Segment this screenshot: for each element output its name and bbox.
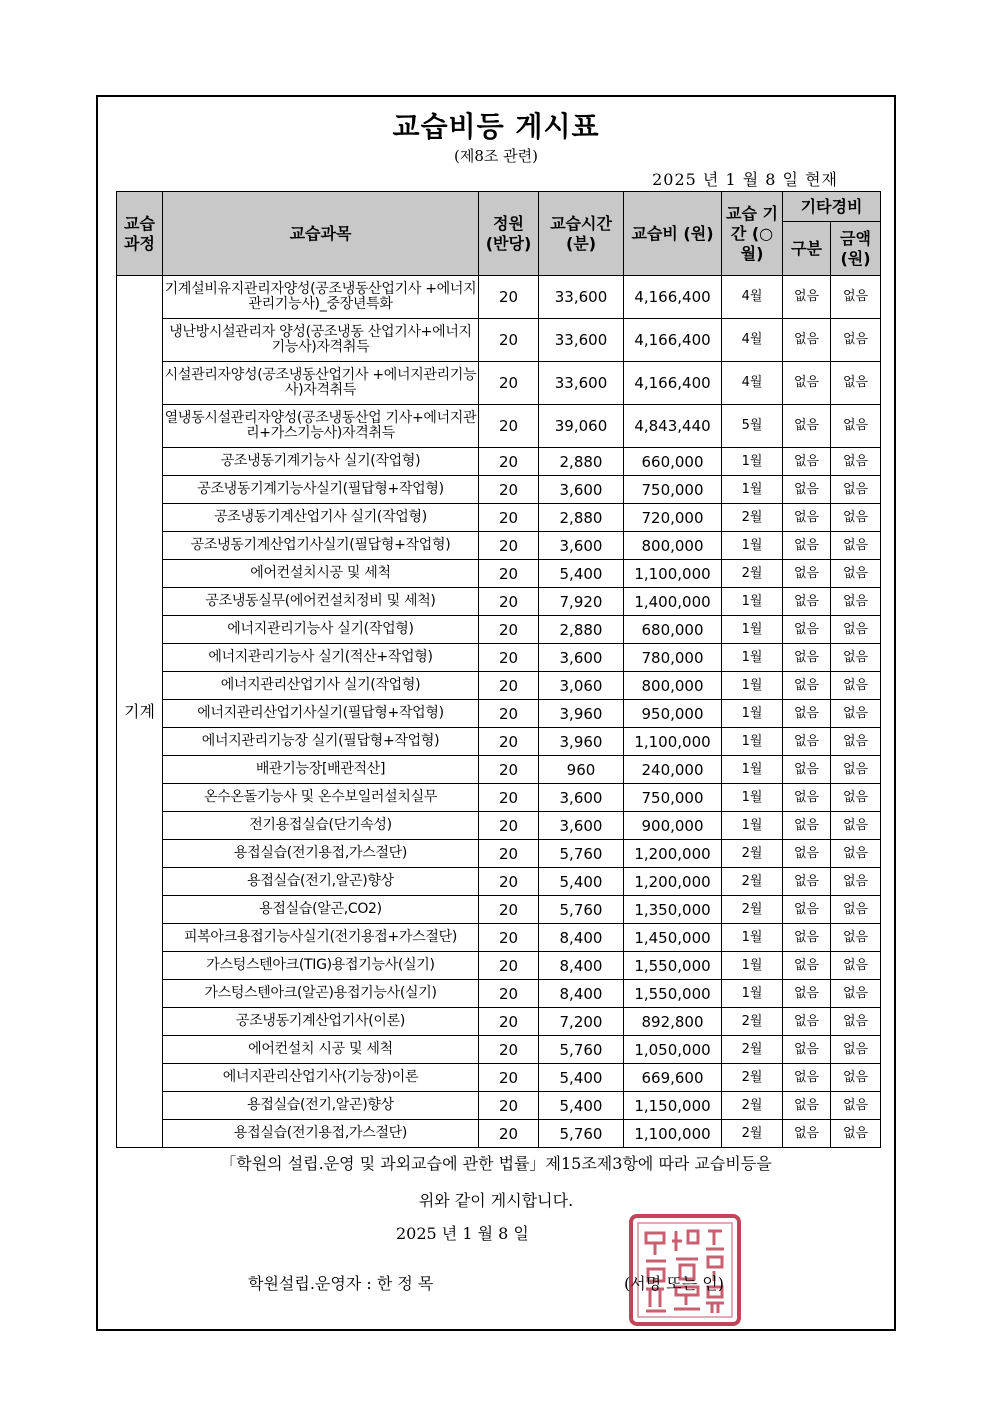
- cell-period: 2월: [722, 1064, 783, 1092]
- cell-type: 없음: [783, 700, 831, 728]
- cell-hours: 3,600: [539, 532, 624, 560]
- cell-type: 없음: [783, 756, 831, 784]
- cell-hours: 2,880: [539, 504, 624, 532]
- cell-period: 2월: [722, 840, 783, 868]
- cell-period: 2월: [722, 868, 783, 896]
- table-row: [117, 840, 881, 868]
- header-fee: 교습비 (원): [624, 192, 722, 276]
- cell-hours: 5,760: [539, 840, 624, 868]
- legal-notice-line2: 위와 같이 게시합니다.: [418, 1191, 574, 1210]
- cell-period: 1월: [722, 588, 783, 616]
- cell-type: 없음: [783, 812, 831, 840]
- cell-hours: 3,960: [539, 728, 624, 756]
- cell-type: 없음: [783, 405, 831, 448]
- table-row: [117, 812, 881, 840]
- cell-course: 가스텅스텐아크(알곤)용접기능사(실기): [163, 980, 479, 1008]
- cell-fee: 1,200,000: [624, 868, 722, 896]
- cell-hours: 5,400: [539, 1092, 624, 1120]
- cell-period: 1월: [722, 784, 783, 812]
- table-row: [117, 644, 881, 672]
- table-row: [117, 532, 881, 560]
- table-row: [117, 700, 881, 728]
- table-row: [117, 476, 881, 504]
- cell-period: 1월: [722, 756, 783, 784]
- header-category: 교습 과정: [117, 192, 163, 276]
- cell-course: 용접실습(알곤,CO2): [163, 896, 479, 924]
- cell-amount: 없음: [831, 588, 881, 616]
- table-row: [117, 405, 881, 448]
- cell-fee: 1,050,000: [624, 1036, 722, 1064]
- cell-capacity: 20: [479, 784, 539, 812]
- table-row: [117, 588, 881, 616]
- cell-type: 없음: [783, 840, 831, 868]
- cell-capacity: 20: [479, 980, 539, 1008]
- table-row: [117, 924, 881, 952]
- cell-amount: 없음: [831, 319, 881, 362]
- cell-period: 4월: [722, 276, 783, 319]
- cell-capacity: 20: [479, 476, 539, 504]
- table-row: [117, 276, 881, 319]
- cell-type: 없음: [783, 588, 831, 616]
- cell-fee: 1,350,000: [624, 896, 722, 924]
- cell-fee: 800,000: [624, 532, 722, 560]
- cell-period: 2월: [722, 1036, 783, 1064]
- official-seal-stamp: [628, 1213, 742, 1327]
- cell-fee: 4,843,440: [624, 405, 722, 448]
- cell-amount: 없음: [831, 476, 881, 504]
- cell-hours: 33,600: [539, 362, 624, 405]
- cell-fee: 780,000: [624, 644, 722, 672]
- header-other-type: 구분: [783, 222, 831, 276]
- table-row: [117, 756, 881, 784]
- cell-course: 용접실습(전기용접,가스절단): [163, 1120, 479, 1148]
- table-row: [117, 560, 881, 588]
- cell-capacity: 20: [479, 1008, 539, 1036]
- cell-fee: 720,000: [624, 504, 722, 532]
- cell-course: 용접실습(전기,알곤)향상: [163, 1092, 479, 1120]
- cell-type: 없음: [783, 924, 831, 952]
- cell-fee: 680,000: [624, 616, 722, 644]
- cell-amount: 없음: [831, 924, 881, 952]
- table-row: [117, 1092, 881, 1120]
- cell-amount: 없음: [831, 952, 881, 980]
- table-row: [117, 952, 881, 980]
- cell-hours: 3,600: [539, 784, 624, 812]
- cell-fee: 1,400,000: [624, 588, 722, 616]
- cell-hours: 5,400: [539, 560, 624, 588]
- cell-type: 없음: [783, 728, 831, 756]
- cell-type: 없음: [783, 1064, 831, 1092]
- cell-hours: 3,600: [539, 644, 624, 672]
- cell-course: 기계설비유지관리자양성(공조냉동산업기사 +에너지관리기능사)_중장년특화: [163, 276, 479, 319]
- cell-capacity: 20: [479, 840, 539, 868]
- cell-fee: 1,100,000: [624, 728, 722, 756]
- cell-fee: 660,000: [624, 448, 722, 476]
- cell-amount: 없음: [831, 1064, 881, 1092]
- cell-period: 1월: [722, 728, 783, 756]
- cell-capacity: 20: [479, 448, 539, 476]
- cell-amount: 없음: [831, 700, 881, 728]
- cell-capacity: 20: [479, 560, 539, 588]
- cell-hours: 7,200: [539, 1008, 624, 1036]
- table-row: [117, 784, 881, 812]
- cell-capacity: 20: [479, 405, 539, 448]
- header-other-expenses: 기타경비: [783, 192, 881, 222]
- header-hours: 교습시간 (분): [539, 192, 624, 276]
- cell-period: 1월: [722, 672, 783, 700]
- cell-course: 에너지관리기능사 실기(적산+작업형): [163, 644, 479, 672]
- cell-hours: 3,600: [539, 476, 624, 504]
- cell-hours: 8,400: [539, 980, 624, 1008]
- cell-amount: 없음: [831, 644, 881, 672]
- cell-capacity: 20: [479, 728, 539, 756]
- table-row: [117, 980, 881, 1008]
- category-cell: 기계: [117, 276, 163, 1148]
- cell-period: 1월: [722, 700, 783, 728]
- cell-type: 없음: [783, 1008, 831, 1036]
- cell-type: 없음: [783, 868, 831, 896]
- cell-course: 용접실습(전기용접,가스절단): [163, 840, 479, 868]
- cell-capacity: 20: [479, 276, 539, 319]
- cell-hours: 33,600: [539, 276, 624, 319]
- cell-hours: 3,060: [539, 672, 624, 700]
- cell-course: 에너지관리기능사 실기(작업형): [163, 616, 479, 644]
- cell-fee: 950,000: [624, 700, 722, 728]
- cell-period: 1월: [722, 952, 783, 980]
- cell-course: 배관기능장[배관적산]: [163, 756, 479, 784]
- cell-type: 없음: [783, 560, 831, 588]
- cell-type: 없음: [783, 1036, 831, 1064]
- cell-capacity: 20: [479, 1064, 539, 1092]
- cell-type: 없음: [783, 644, 831, 672]
- cell-fee: 800,000: [624, 672, 722, 700]
- cell-type: 없음: [783, 1092, 831, 1120]
- cell-hours: 8,400: [539, 924, 624, 952]
- operator-name: 학원설립.운영자 : 한 정 목: [248, 1274, 434, 1293]
- cell-period: 4월: [722, 362, 783, 405]
- cell-fee: 892,800: [624, 1008, 722, 1036]
- cell-capacity: 20: [479, 1036, 539, 1064]
- cell-period: 1월: [722, 448, 783, 476]
- cell-course: 시설관리자양성(공조냉동산업기사 +에너지관리기능사)자격취득: [163, 362, 479, 405]
- cell-hours: 5,760: [539, 1036, 624, 1064]
- cell-hours: 5,400: [539, 1064, 624, 1092]
- cell-amount: 없음: [831, 868, 881, 896]
- cell-course: 에너지관리산업기사실기(필답형+작업형): [163, 700, 479, 728]
- cell-type: 없음: [783, 784, 831, 812]
- cell-amount: 없음: [831, 532, 881, 560]
- cell-fee: 1,150,000: [624, 1092, 722, 1120]
- signature-placeholder: (서명 또는 인): [624, 1274, 724, 1293]
- legal-notice-line1: 「학원의 설립.운영 및 과외교습에 관한 법률」제15조제3항에 따라 교습비등을: [220, 1154, 772, 1173]
- table-row: [117, 1036, 881, 1064]
- cell-capacity: 20: [479, 504, 539, 532]
- cell-capacity: 20: [479, 1092, 539, 1120]
- cell-hours: 7,920: [539, 588, 624, 616]
- cell-period: 5월: [722, 405, 783, 448]
- cell-capacity: 20: [479, 952, 539, 980]
- cell-capacity: 20: [479, 896, 539, 924]
- cell-amount: 없음: [831, 756, 881, 784]
- cell-type: 없음: [783, 276, 831, 319]
- cell-type: 없음: [783, 504, 831, 532]
- cell-period: 2월: [722, 504, 783, 532]
- cell-type: 없음: [783, 362, 831, 405]
- cell-course: 가스텅스텐아크(TIG)용접기능사(실기): [163, 952, 479, 980]
- cell-fee: 1,100,000: [624, 1120, 722, 1148]
- header-course: 교습과목: [163, 192, 479, 276]
- cell-period: 2월: [722, 1092, 783, 1120]
- table-row: [117, 616, 881, 644]
- table-row: [117, 868, 881, 896]
- cell-hours: 5,760: [539, 896, 624, 924]
- cell-fee: 1,200,000: [624, 840, 722, 868]
- cell-amount: 없음: [831, 405, 881, 448]
- cell-fee: 240,000: [624, 756, 722, 784]
- cell-capacity: 20: [479, 700, 539, 728]
- cell-course: 온수온돌기능사 및 온수보일러설치실무: [163, 784, 479, 812]
- cell-course: 에너지관리산업기사(기능장)이론: [163, 1064, 479, 1092]
- cell-period: 1월: [722, 476, 783, 504]
- cell-amount: 없음: [831, 980, 881, 1008]
- cell-course: 냉난방시설관리자 양성(공조냉동 산업기사+에너지기능사)자격취득: [163, 319, 479, 362]
- cell-capacity: 20: [479, 319, 539, 362]
- cell-fee: 1,100,000: [624, 560, 722, 588]
- cell-course: 공조냉동기계산업기사(이론): [163, 1008, 479, 1036]
- cell-amount: 없음: [831, 560, 881, 588]
- cell-fee: 669,600: [624, 1064, 722, 1092]
- table-row: [117, 319, 881, 362]
- cell-type: 없음: [783, 476, 831, 504]
- cell-course: 전기용접실습(단기속성): [163, 812, 479, 840]
- table-row: [117, 1064, 881, 1092]
- fee-table: [116, 191, 881, 1148]
- cell-capacity: 20: [479, 616, 539, 644]
- cell-period: 2월: [722, 1008, 783, 1036]
- cell-period: 1월: [722, 532, 783, 560]
- cell-hours: 3,960: [539, 700, 624, 728]
- cell-course: 에어컨설치 시공 및 세척: [163, 1036, 479, 1064]
- cell-period: 1월: [722, 616, 783, 644]
- cell-amount: 없음: [831, 896, 881, 924]
- cell-period: 4월: [722, 319, 783, 362]
- signature-date: 2025 년 1 월 8 일: [396, 1224, 529, 1243]
- cell-hours: 5,400: [539, 868, 624, 896]
- cell-course: 에너지관리산업기사 실기(작업형): [163, 672, 479, 700]
- cell-amount: 없음: [831, 1008, 881, 1036]
- cell-period: 2월: [722, 896, 783, 924]
- cell-amount: 없음: [831, 504, 881, 532]
- cell-hours: 5,760: [539, 1120, 624, 1148]
- cell-fee: 1,550,000: [624, 952, 722, 980]
- cell-amount: 없음: [831, 728, 881, 756]
- cell-amount: 없음: [831, 1120, 881, 1148]
- cell-period: 1월: [722, 812, 783, 840]
- cell-type: 없음: [783, 616, 831, 644]
- cell-course: 피복아크용접기능사실기(전기용접+가스절단): [163, 924, 479, 952]
- header-capacity: 정원 (반당): [479, 192, 539, 276]
- page-title: 교습비등 게시표: [392, 110, 600, 143]
- cell-fee: 1,450,000: [624, 924, 722, 952]
- cell-fee: 4,166,400: [624, 276, 722, 319]
- cell-course: 에어컨설치시공 및 세척: [163, 560, 479, 588]
- cell-capacity: 20: [479, 672, 539, 700]
- cell-hours: 3,600: [539, 812, 624, 840]
- notice-board: [96, 95, 896, 1331]
- table-row: [117, 896, 881, 924]
- cell-amount: 없음: [831, 448, 881, 476]
- cell-amount: 없음: [831, 1036, 881, 1064]
- cell-course: 에너지관리기능장 실기(필답형+작업형): [163, 728, 479, 756]
- table-row: [117, 1008, 881, 1036]
- cell-amount: 없음: [831, 616, 881, 644]
- cell-amount: 없음: [831, 840, 881, 868]
- cell-capacity: 20: [479, 362, 539, 405]
- cell-fee: 900,000: [624, 812, 722, 840]
- cell-amount: 없음: [831, 1092, 881, 1120]
- cell-capacity: 20: [479, 756, 539, 784]
- cell-hours: 33,600: [539, 319, 624, 362]
- table-row: [117, 728, 881, 756]
- cell-course: 공조냉동실무(에어컨설치정비 및 세척): [163, 588, 479, 616]
- cell-course: 공조냉동기계기능사 실기(작업형): [163, 448, 479, 476]
- cell-type: 없음: [783, 980, 831, 1008]
- cell-capacity: 20: [479, 1120, 539, 1148]
- cell-fee: 4,166,400: [624, 362, 722, 405]
- cell-fee: 750,000: [624, 784, 722, 812]
- cell-amount: 없음: [831, 812, 881, 840]
- header-other-amount: 금액 (원): [831, 222, 881, 276]
- fee-table-body: [117, 276, 881, 1148]
- cell-type: 없음: [783, 952, 831, 980]
- cell-period: 1월: [722, 644, 783, 672]
- table-row: [117, 504, 881, 532]
- table-row: [117, 672, 881, 700]
- cell-course: 공조냉동기계기능사실기(필답형+작업형): [163, 476, 479, 504]
- page-subtitle: (제8조 관련): [454, 147, 538, 165]
- cell-capacity: 20: [479, 812, 539, 840]
- cell-course: 열냉동시설관리자양성(공조냉동산업 기사+에너지관리+가스기능사)자격취득: [163, 405, 479, 448]
- cell-capacity: 20: [479, 924, 539, 952]
- cell-amount: 없음: [831, 784, 881, 812]
- header-period: 교습 기간 (○월): [722, 192, 783, 276]
- cell-amount: 없음: [831, 672, 881, 700]
- cell-course: 공조냉동기계산업기사 실기(작업형): [163, 504, 479, 532]
- cell-fee: 750,000: [624, 476, 722, 504]
- cell-type: 없음: [783, 1120, 831, 1148]
- cell-hours: 2,880: [539, 448, 624, 476]
- cell-amount: 없음: [831, 362, 881, 405]
- cell-capacity: 20: [479, 868, 539, 896]
- cell-period: 1월: [722, 924, 783, 952]
- cell-period: 1월: [722, 980, 783, 1008]
- table-row: [117, 362, 881, 405]
- cell-type: 없음: [783, 319, 831, 362]
- cell-period: 2월: [722, 1120, 783, 1148]
- cell-hours: 2,880: [539, 616, 624, 644]
- table-row: [117, 1120, 881, 1148]
- cell-course: 공조냉동기계산업기사실기(필답형+작업형): [163, 532, 479, 560]
- cell-type: 없음: [783, 896, 831, 924]
- cell-period: 2월: [722, 560, 783, 588]
- cell-hours: 8,400: [539, 952, 624, 980]
- cell-capacity: 20: [479, 532, 539, 560]
- table-row: [117, 448, 881, 476]
- cell-hours: 960: [539, 756, 624, 784]
- cell-capacity: 20: [479, 644, 539, 672]
- cell-type: 없음: [783, 448, 831, 476]
- cell-fee: 4,166,400: [624, 319, 722, 362]
- cell-type: 없음: [783, 672, 831, 700]
- as-of-date: 2025 년 1 월 8 일 현재: [652, 170, 838, 189]
- cell-type: 없음: [783, 532, 831, 560]
- cell-fee: 1,550,000: [624, 980, 722, 1008]
- cell-amount: 없음: [831, 276, 881, 319]
- cell-capacity: 20: [479, 588, 539, 616]
- cell-course: 용접실습(전기,알곤)향상: [163, 868, 479, 896]
- cell-hours: 39,060: [539, 405, 624, 448]
